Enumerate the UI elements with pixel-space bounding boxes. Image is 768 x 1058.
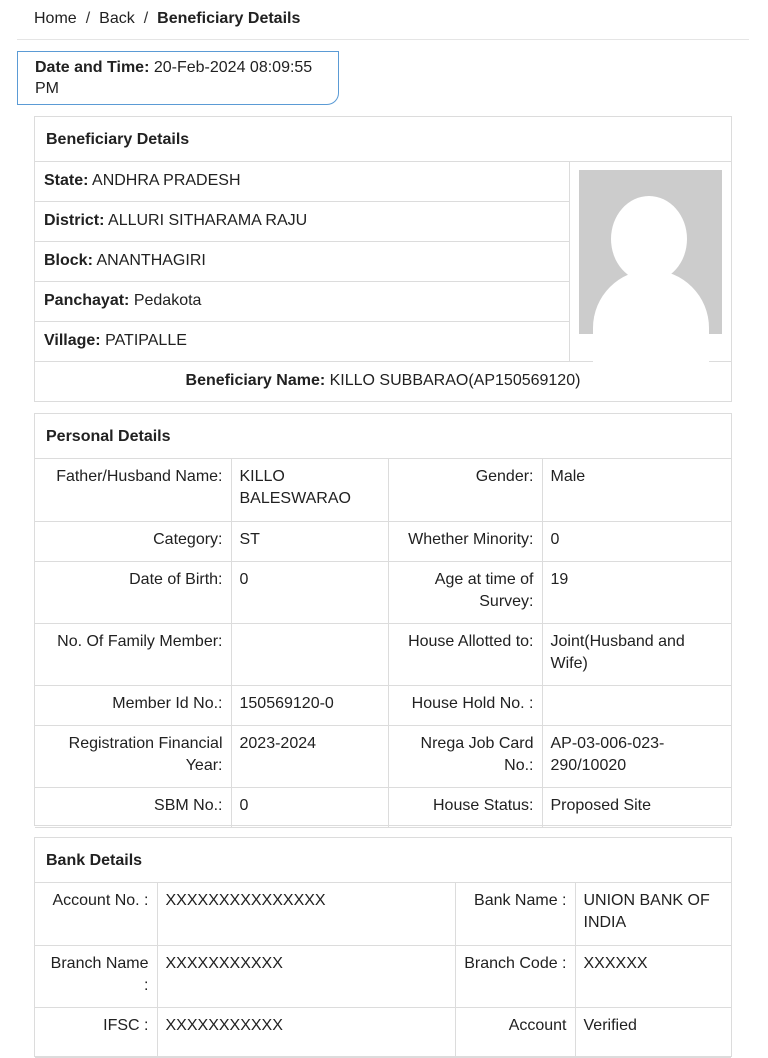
table-row (35, 623, 731, 685)
account-no-value: XXXXXXXXXXXXXXX (157, 883, 455, 945)
block-row (35, 242, 570, 282)
bank-details-panel (34, 837, 732, 1057)
district-label: District: (44, 212, 105, 229)
block-value: ANANTHAGIRI (96, 252, 206, 269)
ifsc-label: IFSC : (35, 1007, 157, 1057)
gender-label: Gender: (388, 459, 542, 521)
date-of-birth-label: Date of Birth: (35, 561, 231, 623)
sbm-no-label: SBM No.: (35, 787, 231, 827)
table-row (35, 725, 731, 787)
breadcrumb-separator: / (85, 10, 91, 27)
household-no-value (542, 685, 731, 725)
village-value: PATIPALLE (105, 332, 187, 349)
house-allotted-to-label: House Allotted to: (388, 623, 542, 685)
branch-code-label: Branch Code : (455, 945, 575, 1007)
village-label: Village: (44, 332, 101, 349)
member-id-value: 150569120-0 (231, 685, 388, 725)
date-of-birth-value: 0 (231, 561, 388, 623)
father-husband-name-value: KILLO BALESWARAO (231, 459, 388, 521)
breadcrumb-current: Beneficiary Details (157, 10, 301, 27)
gender-value: Male (542, 459, 731, 521)
datetime-value: 20-Feb-2024 08:09:55 PM (35, 59, 313, 97)
personal-details-heading: Personal Details (35, 414, 731, 459)
nrega-job-card-label: Nrega Job Card No.: (388, 725, 542, 787)
district-row (35, 202, 570, 242)
panchayat-value: Pedakota (133, 292, 202, 309)
bank-details-table (35, 883, 731, 1058)
state-value: ANDHRA PRADESH (92, 172, 241, 189)
beneficiary-name-label: Beneficiary Name: (185, 372, 326, 389)
block-label: Block: (44, 252, 93, 269)
beneficiary-photo-cell (570, 162, 731, 362)
age-at-survey-label: Age at time of Survey: (388, 561, 542, 623)
table-row (35, 883, 731, 945)
breadcrumb-separator: / (143, 10, 149, 27)
table-row (35, 685, 731, 725)
age-at-survey-value: 19 (542, 561, 731, 623)
datetime-box (17, 51, 339, 105)
breadcrumb-home-link[interactable]: Home (34, 10, 77, 27)
beneficiary-details-heading: Beneficiary Details (35, 117, 731, 162)
ifsc-value: XXXXXXXXXXX (157, 1007, 455, 1057)
household-no-label: House Hold No. : (388, 685, 542, 725)
personal-details-panel (34, 413, 732, 826)
panchayat-label: Panchayat: (44, 292, 130, 309)
sbm-no-value: 0 (231, 787, 388, 827)
branch-name-value: XXXXXXXXXXX (157, 945, 455, 1007)
state-label: State: (44, 172, 89, 189)
breadcrumb (34, 8, 300, 30)
table-row (35, 561, 731, 623)
house-status-label: House Status: (388, 787, 542, 827)
table-row (35, 521, 731, 561)
table-row (35, 787, 731, 827)
registration-fy-label: Registration Financial Year: (35, 725, 231, 787)
category-label: Category: (35, 521, 231, 561)
bank-details-heading: Bank Details (35, 838, 731, 883)
header-divider (17, 39, 749, 40)
member-id-label: Member Id No.: (35, 685, 231, 725)
beneficiary-name-row (35, 362, 731, 402)
father-husband-name-label: Father/Husband Name: (35, 459, 231, 521)
datetime-label: Date and Time: (35, 59, 150, 76)
panchayat-row (35, 282, 570, 322)
account-no-label: Account No. : (35, 883, 157, 945)
branch-name-label: Branch Name : (35, 945, 157, 1007)
whether-minority-label: Whether Minority: (388, 521, 542, 561)
beneficiary-details-panel (34, 116, 732, 402)
family-members-label: No. Of Family Member: (35, 623, 231, 685)
whether-minority-value: 0 (542, 521, 731, 561)
nrega-job-card-value: AP-03-006-023-290/10020 (542, 725, 731, 787)
account-status-label: Account (455, 1007, 575, 1057)
bank-name-label: Bank Name : (455, 883, 575, 945)
table-row (35, 1007, 731, 1057)
breadcrumb-back-link[interactable]: Back (99, 10, 135, 27)
table-row (35, 945, 731, 1007)
beneficiary-name-value: KILLO SUBBARAO(AP150569120) (329, 372, 581, 389)
avatar-placeholder-icon (579, 170, 722, 334)
house-allotted-to-value: Joint(Husband and Wife) (542, 623, 731, 685)
village-row (35, 322, 570, 362)
table-row (35, 459, 731, 521)
state-row (35, 162, 570, 202)
branch-code-value: XXXXXX (575, 945, 731, 1007)
personal-details-table (35, 459, 731, 828)
account-status-value: Verified (575, 1007, 731, 1057)
registration-fy-value: 2023-2024 (231, 725, 388, 787)
district-value: ALLURI SITHARAMA RAJU (108, 212, 308, 229)
family-members-value (231, 623, 388, 685)
category-value: ST (231, 521, 388, 561)
house-status-value: Proposed Site (542, 787, 731, 827)
bank-name-value: UNION BANK OF INDIA (575, 883, 731, 945)
